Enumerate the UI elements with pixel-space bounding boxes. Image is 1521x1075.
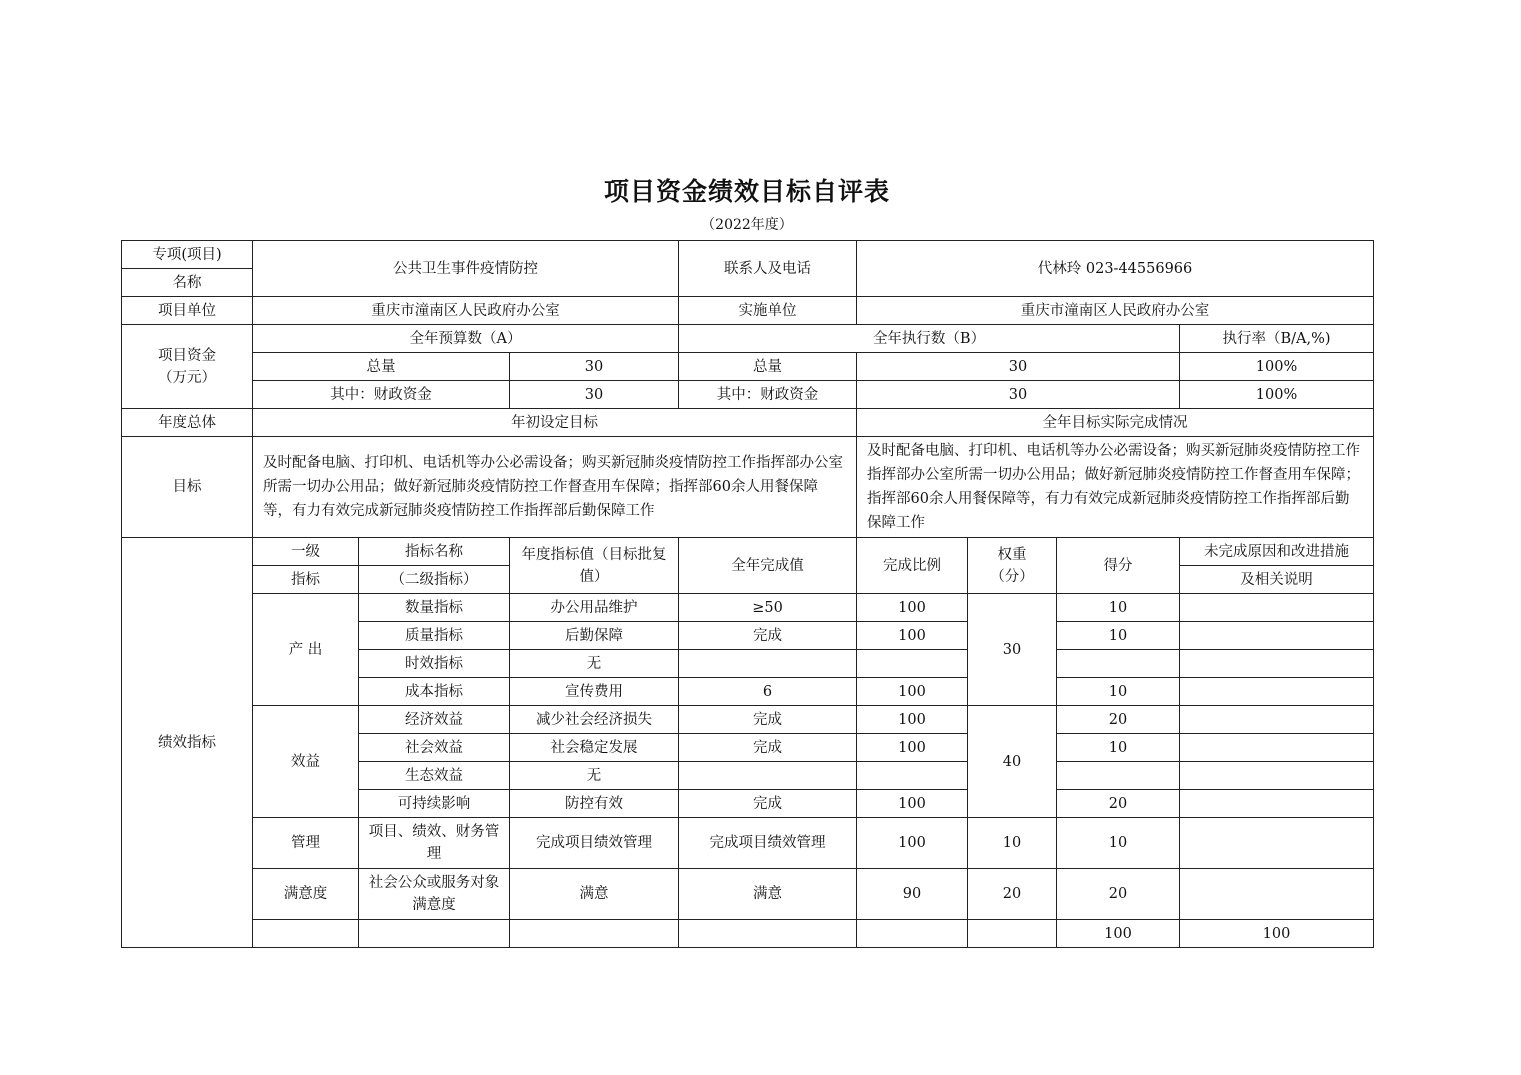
fiscal-exec-label: 其中：财政资金 [679,381,857,409]
header-level1-b: 指标 [253,566,359,594]
funds-label-2: （万元） [158,369,216,386]
total-empty-4 [679,920,857,948]
budget-header: 全年预算数（A） [253,325,679,353]
indicator-name: 质量指标 [359,622,510,650]
indicator-name: 社会效益 [359,734,510,762]
indicator-complete [679,762,857,790]
indicator-reason [1180,622,1374,650]
indicator-reason [1180,790,1374,818]
target-label: 目标 [122,437,253,538]
management-weight: 10 [968,818,1057,869]
initial-goal-text: 及时配备电脑、打印机、电话机等办公必需设备；购买新冠肺炎疫情防控工作指挥部办公室所需一切办公用品；做好新冠肺炎疫情防控工作督查用车保障；指挥部60余人用餐保障等，有力有效完成新冠肺炎疫情防控工作指挥部后勤保障工作 [253,437,857,538]
actual-goal-text: 及时配备电脑、打印机、电话机等办公必需设备；购买新冠肺炎疫情防控工作指挥部办公室所需一切办公用品；做好新冠肺炎疫情防控工作督查用车保障；指挥部60余人用餐保障等，有力有效完成新冠肺炎疫情防控工作指挥部后勤保障工作 [857,437,1374,538]
indicator-name: 数量指标 [359,594,510,622]
satisfaction-complete: 满意 [679,869,857,920]
project-name-label-1: 专项(项目) [122,241,253,269]
indicator-name: 成本指标 [359,678,510,706]
total-row [122,920,1374,948]
indicator-complete [679,650,857,678]
indicator-ratio: 100 [857,678,968,706]
impl-value: 重庆市潼南区人民政府办公室 [857,297,1374,325]
management-target: 完成项目绩效管理 [510,818,679,869]
indicator-ratio: 100 [857,790,968,818]
total-rate: 100% [1180,353,1374,381]
indicator-name: 可持续影响 [359,790,510,818]
indicator-reason [1180,706,1374,734]
funds-label-1: 项目资金 [158,347,216,364]
header-ratio: 完成比例 [857,538,968,594]
management-label: 管理 [253,818,359,869]
satisfaction-weight: 20 [968,869,1057,920]
total-empty-5 [857,920,968,948]
indicator-complete: 完成 [679,706,857,734]
project-name-value: 公共卫生事件疫情防控 [253,241,679,297]
management-name: 项目、绩效、财务管理 [359,818,510,869]
satisfaction-name: 社会公众或服务对象满意度 [359,869,510,920]
contact-label: 联系人及电话 [679,241,857,297]
indicator-ratio: 100 [857,622,968,650]
management-ratio: 100 [857,818,968,869]
indicator-target: 社会稳定发展 [510,734,679,762]
indicator-score: 20 [1057,790,1180,818]
indicator-reason [1180,650,1374,678]
indicator-complete: 6 [679,678,857,706]
evaluation-table [121,240,1374,948]
exec-header: 全年执行数（B） [679,325,1180,353]
total-label: 总量 [253,353,510,381]
management-reason [1180,818,1374,869]
fiscal-label: 其中：财政资金 [253,381,510,409]
header-reason-b: 及相关说明 [1180,566,1374,594]
page-title: 项目资金绩效目标自评表 [603,177,890,206]
header-target: 年度指标值（目标批复值） [510,538,679,594]
total-exec: 30 [857,353,1180,381]
indicators-section-label: 绩效指标 [122,538,253,948]
total-weight: 100 [1057,920,1180,948]
satisfaction-score: 20 [1057,869,1180,920]
indicator-ratio [857,650,968,678]
total-budget: 30 [510,353,679,381]
management-score: 10 [1057,818,1180,869]
unit-value: 重庆市潼南区人民政府办公室 [253,297,679,325]
indicator-target: 防控有效 [510,790,679,818]
header-name-b: （二级指标） [359,566,510,594]
header-weight-b: （分） [990,568,1034,585]
rate-header: 执行率（B/A,%) [1180,325,1374,353]
header-reason-a: 未完成原因和改进措施 [1180,538,1374,566]
management-complete: 完成项目绩效管理 [679,818,857,869]
unit-label: 项目单位 [122,297,253,325]
total-exec-label: 总量 [679,353,857,381]
indicator-ratio [857,762,968,790]
indicator-score: 10 [1057,594,1180,622]
indicator-name: 时效指标 [359,650,510,678]
indicator-target: 减少社会经济损失 [510,706,679,734]
indicator-score: 20 [1057,706,1180,734]
output-label: 产 出 [253,594,359,706]
indicator-reason [1180,594,1374,622]
overall-label: 年度总体 [122,409,253,437]
satisfaction-ratio: 90 [857,869,968,920]
page-subtitle: （2022年度） [701,217,793,233]
funds-label [122,325,253,409]
total-empty-6 [968,920,1057,948]
indicator-score: 10 [1057,734,1180,762]
header-weight-a: 权重 [997,546,1027,563]
indicator-target: 办公用品维护 [510,594,679,622]
indicator-complete: 完成 [679,622,857,650]
table-row [122,706,1374,734]
indicator-score [1057,650,1180,678]
impl-label: 实施单位 [679,297,857,325]
header-name-a: 指标名称 [359,538,510,566]
initial-goal-header: 年初设定目标 [253,409,857,437]
indicator-complete: 完成 [679,790,857,818]
header-level1-a: 一级 [253,538,359,566]
total-empty-1 [253,920,359,948]
indicator-ratio: 100 [857,594,968,622]
indicator-target: 无 [510,650,679,678]
indicator-target: 后勤保障 [510,622,679,650]
indicator-reason [1180,734,1374,762]
header-score: 得分 [1057,538,1180,594]
table-row [122,869,1374,920]
indicator-ratio: 100 [857,706,968,734]
fiscal-rate: 100% [1180,381,1374,409]
total-score: 100 [1180,920,1374,948]
satisfaction-target: 满意 [510,869,679,920]
satisfaction-reason [1180,869,1374,920]
benefit-weight: 40 [968,706,1057,818]
actual-goal-header: 全年目标实际完成情况 [857,409,1374,437]
indicator-name: 经济效益 [359,706,510,734]
indicator-score: 10 [1057,678,1180,706]
output-weight: 30 [968,594,1057,706]
satisfaction-label: 满意度 [253,869,359,920]
total-empty-2 [359,920,510,948]
indicator-reason [1180,678,1374,706]
fiscal-exec: 30 [857,381,1180,409]
table-row [122,818,1374,869]
indicator-complete: 完成 [679,734,857,762]
indicator-reason [1180,762,1374,790]
benefit-label: 效益 [253,706,359,818]
project-name-label-2: 名称 [122,269,253,297]
indicator-target: 宣传费用 [510,678,679,706]
header-complete: 全年完成值 [679,538,857,594]
fiscal-budget: 30 [510,381,679,409]
indicator-name: 生态效益 [359,762,510,790]
indicator-score: 10 [1057,622,1180,650]
indicator-complete: ≥50 [679,594,857,622]
total-empty-3 [510,920,679,948]
indicator-target: 无 [510,762,679,790]
indicator-score [1057,762,1180,790]
contact-value: 代林玲 023-44556966 [857,241,1374,297]
indicator-ratio: 100 [857,734,968,762]
header-weight [968,538,1057,594]
table-row [122,594,1374,622]
